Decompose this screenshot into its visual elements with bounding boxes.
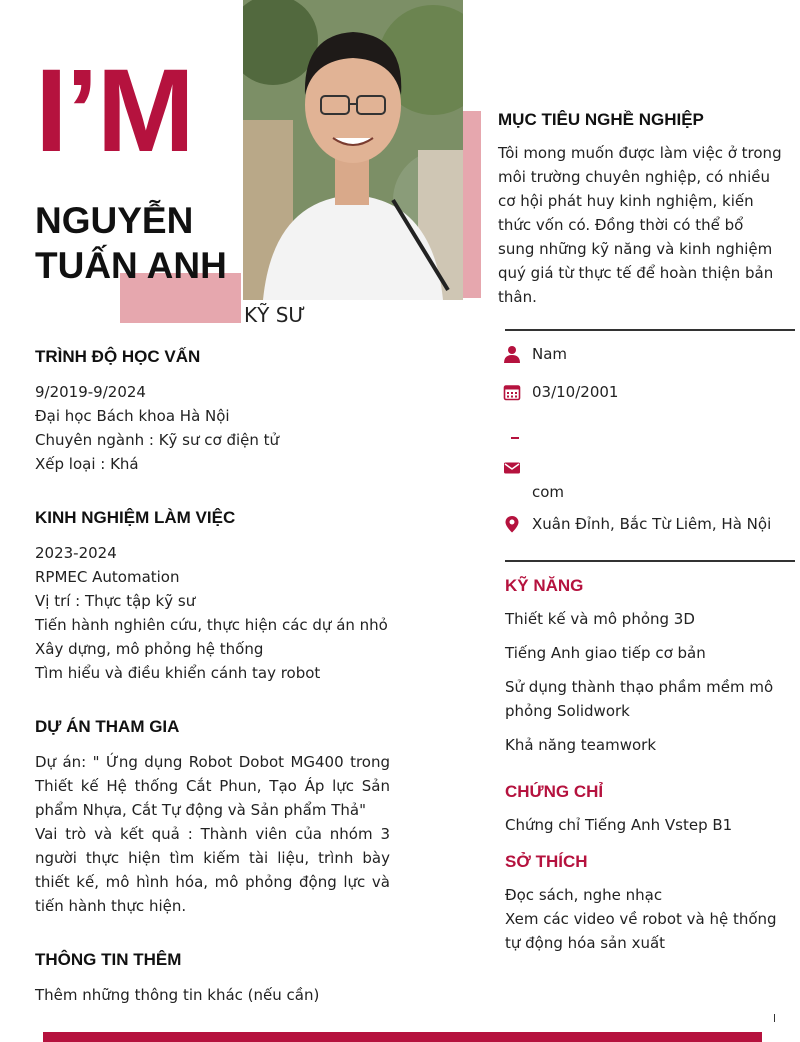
experience-task: Xây dựng, mô phỏng hệ thống [35,640,264,658]
skills-title: KỸ NĂNG [505,576,584,595]
extra-title: THÔNG TIN THÊM [35,950,182,969]
experience-section [35,541,415,685]
skill-item: Khả năng teamwork [505,736,657,754]
objective-text: Tôi mong muốn được làm việc ở trong môi trường chuyên nghiệp, có nhiều cơ hội phát huy kinh nghiệm, kiến thức vốn có. Đồng thời có thể bổ sung những kỹ năng và kinh nghiệm quý giá từ thực tế để hoàn thiện bản thân. [498,144,782,306]
skill-item: Tiếng Anh giao tiếp cơ bản [505,644,706,662]
experience-period: 2023-2024 [35,544,117,562]
email-icon [503,459,521,477]
experience-company: RPMEC Automation [35,568,180,586]
experience-title: KINH NGHIỆM LÀM VIỆC [35,508,236,527]
divider [505,560,795,562]
accent-bar-right [463,111,481,298]
name-line-2: TUẤN ANH [35,245,227,286]
gender-value: Nam [532,345,568,363]
calendar-icon [503,383,521,401]
skill-item: Thiết kế và mô phỏng 3D [505,610,695,628]
job-title: KỸ SƯ [244,303,306,327]
skill-item: Sử dụng thành thạo phầm mềm mô phỏng Solidwork [505,678,774,720]
certificates-title: CHỨNG CHỈ [505,782,604,801]
person-icon [503,345,521,363]
footer-bar [43,1032,762,1042]
objective-title: MỤC TIÊU NGHỀ NGHIỆP [498,110,704,129]
full-name [35,198,227,288]
hobby-item: Đọc sách, nghe nhạc [505,886,663,904]
projects-title: DỰ ÁN THAM GIA [35,717,180,736]
hobbies-title: SỞ THÍCH [505,852,588,871]
education-school: Đại học Bách khoa Hà Nội [35,407,230,425]
hobbies-section [505,883,790,955]
project-description: Dự án: " Ứng dụng Robot Dobot MG400 trong Thiết kế Hệ thống Cắt Phun, Tạo Áp lực Sản phẩm Nhựa, Cắt Tự động và Sản phẩm Thả" [35,753,390,819]
phone-icon [511,437,519,439]
project-role: Vai trò và kết quả : Thành viên của nhóm 3 người thực hiện tìm kiếm tài liệu, trình bày thiết kế, mô hình hóa, mô phỏng động lực và tiến hành thực hiện. [35,825,390,915]
education-grade: Xếp loại : Khá [35,455,139,473]
page-mark [774,1014,775,1022]
education-period: 9/2019-9/2024 [35,383,146,401]
location-icon [503,515,521,533]
address-value: Xuân Đỉnh, Bắc Từ Liêm, Hà Nội [532,515,772,533]
experience-task: Tìm hiểu và điều khiển cánh tay robot [35,664,321,682]
hobby-item: Xem các video về robot và hệ thống tự động hóa sản xuất [505,910,777,952]
certificate-item: Chứng chỉ Tiếng Anh Vstep B1 [505,816,733,834]
name-line-1: NGUYỄN [35,200,194,241]
profile-photo [243,0,463,300]
email-value: com [532,483,565,501]
experience-task: Tiến hành nghiên cứu, thực hiện các dự án nhỏ [35,616,388,634]
education-section [35,380,395,476]
experience-position: Vị trí : Thực tập kỹ sư [35,592,196,610]
education-major: Chuyên ngành : Kỹ sư cơ điện tử [35,431,280,449]
divider [505,329,795,331]
projects-section [35,750,390,918]
birthday-value: 03/10/2001 [532,383,619,401]
education-title: TRÌNH ĐỘ HỌC VẤN [35,347,201,366]
extra-text: Thêm những thông tin khác (nếu cần) [35,986,320,1004]
im-heading: I’M [35,45,193,177]
